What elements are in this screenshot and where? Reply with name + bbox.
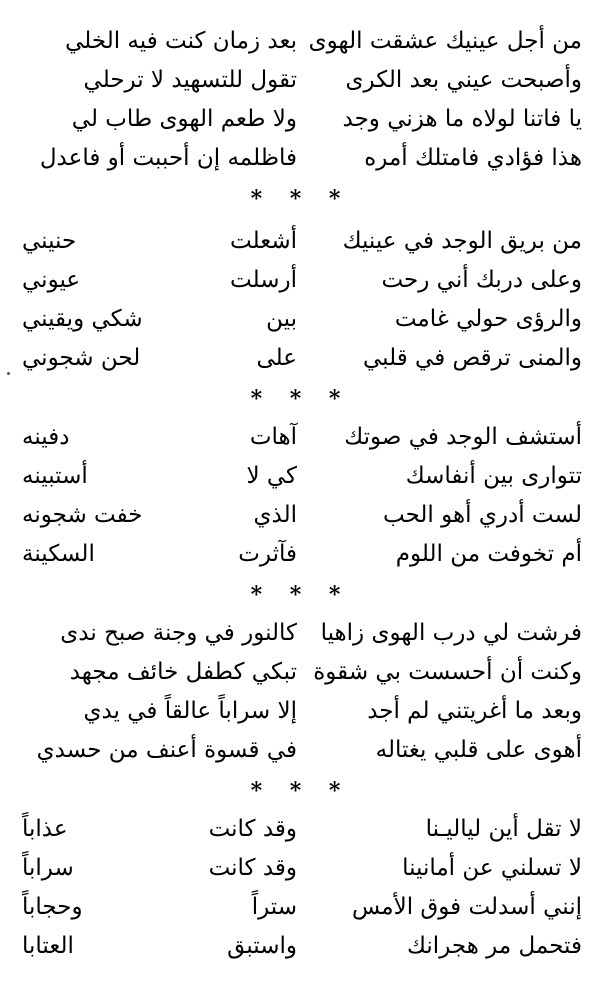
hemistich-word: ستراً bbox=[251, 894, 297, 920]
first-hemistich: يا فاتنا لولاه ما هزني وجد bbox=[342, 106, 582, 132]
first-hemistich: لا تسلني عن أمانينا bbox=[402, 855, 582, 881]
second-hemistich: ولا طعم الهوى طاب لي bbox=[71, 106, 297, 132]
stanza-5 bbox=[22, 810, 582, 966]
hemistich-word: خفت شجونه bbox=[22, 502, 143, 528]
verse-line bbox=[22, 810, 582, 849]
verse-line bbox=[22, 61, 582, 100]
verse-line bbox=[22, 692, 582, 731]
first-hemistich: من بريق الوجد في عينيك bbox=[342, 228, 582, 254]
first-hemistich: فتحمل مر هجرانك bbox=[407, 933, 582, 959]
verse-line bbox=[22, 261, 582, 300]
second-hemistich bbox=[22, 261, 297, 300]
first-hemistich: أستشف الوجد في صوتك bbox=[344, 424, 582, 450]
hemistich-word: وقد كانت bbox=[208, 855, 297, 881]
hemistich-word: العتابا bbox=[22, 933, 74, 959]
first-hemistich: والمنى ترقص في قلبي bbox=[363, 345, 582, 371]
second-hemistich: فاظلمه إن أحببت أو فاعدل bbox=[39, 145, 297, 171]
stanza-2 bbox=[22, 222, 582, 378]
first-hemistich: والرؤى حولي غامت bbox=[394, 306, 582, 332]
first-hemistich: تتوارى بين أنفاسك bbox=[405, 463, 582, 489]
first-hemistich: وبعد ما أغريتني لم أجد bbox=[367, 698, 582, 724]
hemistich-word: على bbox=[256, 345, 297, 371]
hemistich-word: واستبق bbox=[227, 933, 297, 959]
verse-line bbox=[22, 457, 582, 496]
verse-line bbox=[22, 849, 582, 888]
hemistich-word: وقد كانت bbox=[208, 816, 297, 842]
hemistich-word: لحن شجوني bbox=[22, 345, 141, 371]
stanza-4 bbox=[22, 614, 582, 770]
hemistich-word: كي لا bbox=[246, 463, 297, 489]
first-hemistich: إنني أسدلت فوق الأمس bbox=[351, 894, 582, 920]
first-hemistich: وأصبحت عيني بعد الكرى bbox=[345, 67, 582, 93]
verse-line bbox=[22, 888, 582, 927]
verse-line bbox=[22, 222, 582, 261]
first-hemistich: لا تقل أين لياليـنا bbox=[425, 816, 582, 842]
hemistich-word: عيوني bbox=[22, 267, 81, 293]
hemistich-word: حنيني bbox=[22, 228, 77, 254]
hemistich-word: شكي ويقيني bbox=[22, 306, 143, 332]
verse-line bbox=[22, 653, 582, 692]
hemistich-word: الذي bbox=[253, 502, 297, 528]
stanza-3 bbox=[22, 418, 582, 574]
second-hemistich bbox=[22, 927, 297, 966]
stanza-separator: * * * bbox=[250, 582, 351, 608]
first-hemistich: لست أدري أهو الحب bbox=[382, 502, 582, 528]
second-hemistich: كالنور في وجنة صبح ندى bbox=[60, 620, 297, 646]
first-hemistich: من أجل عينيك عشقت الهوى bbox=[308, 28, 582, 54]
verse-line bbox=[22, 139, 582, 178]
verse-line bbox=[22, 535, 582, 574]
verse-line bbox=[22, 614, 582, 653]
second-hemistich bbox=[22, 339, 297, 378]
verse-line bbox=[22, 339, 582, 378]
hemistich-word: وحجاباً bbox=[22, 894, 83, 920]
second-hemistich bbox=[22, 535, 297, 574]
verse-line bbox=[22, 418, 582, 457]
second-hemistich: تبكي كطفل خائف مجهد bbox=[69, 659, 297, 685]
second-hemistich bbox=[22, 888, 297, 927]
first-hemistich: أم تخوفت من اللوم bbox=[395, 541, 582, 567]
second-hemistich: تقول للتسهيد لا ترحلي bbox=[83, 67, 297, 93]
second-hemistich: في قسوة أعنف من حسدي bbox=[36, 737, 297, 763]
second-hemistich bbox=[22, 496, 297, 535]
hemistich-word: فآثرت bbox=[238, 541, 297, 567]
verse-line bbox=[22, 22, 582, 61]
second-hemistich bbox=[22, 457, 297, 496]
verse-line bbox=[22, 731, 582, 770]
second-hemistich: إلا سراباً عالقاً في يدي bbox=[83, 698, 297, 724]
verse-line bbox=[22, 496, 582, 535]
hemistich-word: السكينة bbox=[22, 541, 95, 567]
first-hemistich: أهوى على قلبي يغتاله bbox=[375, 737, 582, 763]
second-hemistich bbox=[22, 300, 297, 339]
stanza-separator: * * * bbox=[250, 778, 351, 804]
scan-speck bbox=[7, 372, 10, 375]
stanza-separator: * * * bbox=[250, 186, 351, 212]
verse-line bbox=[22, 300, 582, 339]
hemistich-word: أرسلت bbox=[230, 267, 297, 293]
verse-line bbox=[22, 927, 582, 966]
first-hemistich: وكنت أن أحسست بي شقوة bbox=[313, 659, 582, 685]
second-hemistich: بعد زمان كنت فيه الخلي bbox=[65, 28, 297, 54]
hemistich-word: آهات bbox=[249, 424, 297, 450]
verse-line bbox=[22, 100, 582, 139]
second-hemistich bbox=[22, 810, 297, 849]
first-hemistich: هذا فؤادي فامتلك أمره bbox=[364, 145, 582, 171]
second-hemistich bbox=[22, 418, 297, 457]
hemistich-word: أشعلت bbox=[230, 228, 297, 254]
hemistich-word: دفينه bbox=[22, 424, 70, 450]
second-hemistich bbox=[22, 849, 297, 888]
stanza-1 bbox=[22, 22, 582, 178]
hemistich-word: عذاباً bbox=[22, 816, 68, 842]
first-hemistich: وعلى دربك أني رحت bbox=[381, 267, 582, 293]
second-hemistich bbox=[22, 222, 297, 261]
hemistich-word: سراباً bbox=[22, 855, 74, 881]
hemistich-word: بين bbox=[266, 306, 297, 332]
stanza-separator: * * * bbox=[250, 386, 351, 412]
hemistich-word: أستبينه bbox=[22, 463, 88, 489]
first-hemistich: فرشت لي درب الهوى زاهيا bbox=[320, 620, 582, 646]
